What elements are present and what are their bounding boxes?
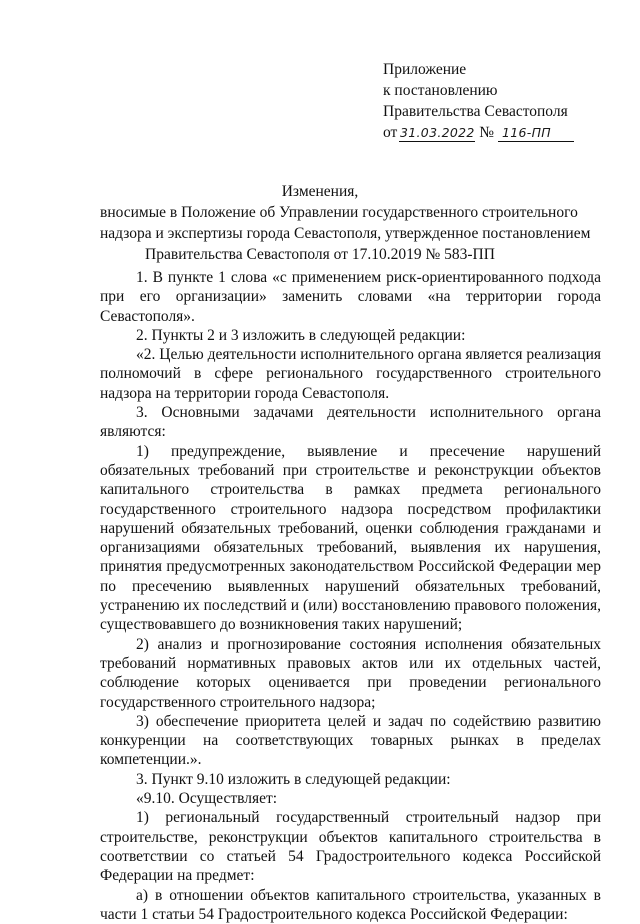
appendix-line-3: Правительства Севастополя	[383, 101, 574, 122]
number-label: №	[479, 124, 494, 141]
paragraph-9: «9.10. Осуществляет:	[100, 789, 601, 808]
paragraph-8: 3. Пункт 9.10 изложить в следующей редакции:	[100, 770, 601, 789]
paragraph-1: 1. В пункте 1 слова «с применением риск-ориентированного подхода при его организации» заменить словами «на территории города Севастополя».	[100, 268, 601, 326]
paragraph-6: 2) анализ и прогнозирование состояния исполнения обязательных требований нормативных правовых актов или их отдельных частей, соблюдение которых оценивается при проведении регионального государственного строительного надзора;	[100, 635, 601, 712]
paragraph-7: 3) обеспечение приоритета целей и задач по содействию развитию конкуренции на соответствующих товарных рынках в пределах компетенции.».	[100, 712, 601, 770]
appendix-line-2: к постановлению	[383, 80, 574, 101]
paragraph-11: а) в отношении объектов капитального строительства, указанных в части 1 статьи 54 Градостроительного кодекса Российской Федерации:	[100, 886, 601, 924]
appendix-line-1: Приложение	[383, 59, 574, 80]
document-body	[100, 268, 601, 924]
appendix-date-line	[383, 122, 574, 143]
paragraph-2: 2. Пункты 2 и 3 изложить в следующей редакции:	[100, 326, 601, 345]
document-title	[100, 181, 540, 265]
paragraph-4: 3. Основными задачами деятельности исполнительного органа являются:	[100, 403, 601, 442]
paragraph-10: 1) региональный государственный строительный надзор при строительстве, реконструкции объектов капитального строительства в соответствии со статьей 54 Градостроительного кодекса Российской Федерации на предмет:	[100, 808, 601, 885]
title-line-1: Изменения,	[100, 181, 540, 202]
appendix-block	[383, 59, 574, 143]
title-line-2: вносимые в Положение об Управлении государственного строительного	[100, 202, 540, 223]
handwritten-number: 116-ПП	[502, 125, 551, 140]
title-line-3: надзора и экспертизы города Севастополя, утвержденное постановлением	[100, 223, 540, 244]
handwritten-date: 31.03.2022	[400, 125, 475, 140]
from-label: от	[383, 124, 397, 141]
paragraph-3: «2. Целью деятельности исполнительного органа является реализация полномочий в сфере регионального государственного строительного надзора на территории города Севастополя.	[100, 345, 601, 403]
paragraph-5: 1) предупреждение, выявление и пресечение нарушений обязательных требований при строительстве и реконструкции объектов капитального строительства в рамках предмета регионального государственного строительного надзора посредством профилактики нарушений обязательных требований, оценки соблюдения гражданами и организациями обязательных требований, выявления их нарушения, принятия предусмотренных законодательством Российской Федерации мер по пресечению выявленных нарушений обязательных требований, устранению их последствий и (или) восстановлению правового положения, существовавшего до возникновения таких нарушений;	[100, 442, 601, 635]
title-line-4: Правительства Севастополя от 17.10.2019 № 583-ПП	[100, 244, 540, 265]
